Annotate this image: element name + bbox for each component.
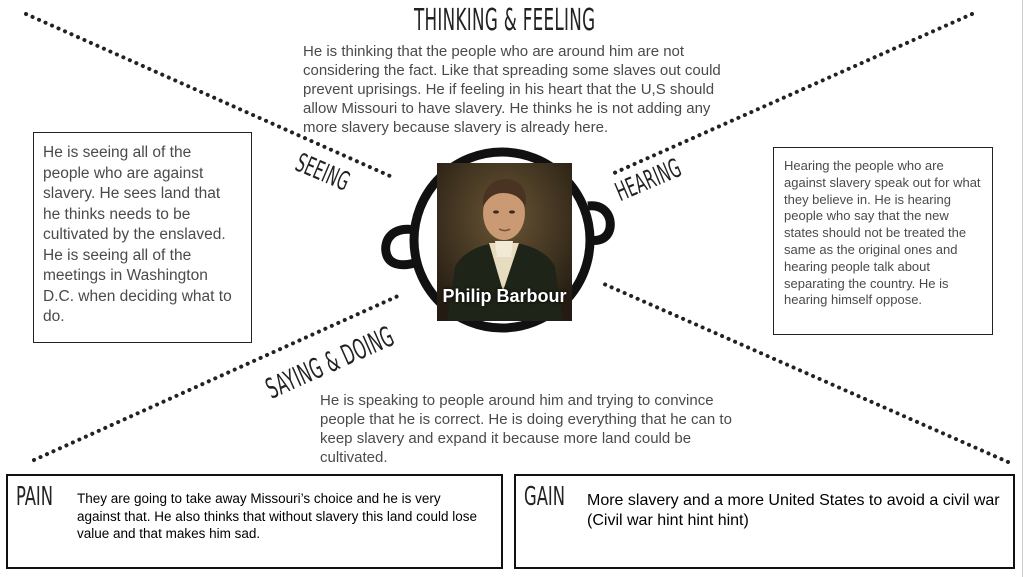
gain-text: More slavery and a more United States to avoid a civil war (Civil war hint hint hint): [587, 492, 1000, 529]
portrait-caption: Philip Barbour: [442, 286, 567, 306]
pain-box: [6, 474, 503, 569]
seeing-text: He is seeing all of the people who are against slavery. He sees land that he thinks needs to be cultivated by the enslaved. He is seeing all of the meetings in Washington D.C. when deciding what to do.: [43, 144, 232, 325]
gain-label: GAIN: [524, 482, 565, 512]
saying-doing-text: He is speaking to people around him and trying to convince people that he is correct. He is doing everything that he can to keep slavery and expand it because more land could be cultivated.: [320, 392, 732, 466]
pain-text: They are going to take away Missouri’s choice and he is very against that. He also thinks that without slavery this land could lose value and that makes him sad.: [77, 491, 477, 541]
gain-box: [514, 474, 1015, 569]
hearing-text: Hearing the people who are against slavery speak out for what they believe in. He is hearing people who say that the new states should not be treated the same as the original ones and hearing people talk about separating the country. He is hearing himself oppose.: [784, 158, 981, 308]
heading-saying-doing: SAYING & DOING: [260, 319, 400, 406]
heading-thinking-feeling: THINKING & FEELING: [414, 3, 596, 38]
philip-barbour-portrait: [437, 163, 572, 321]
thinking-feeling-text: He is thinking that the people who are around him are not considering the fact. Like that spreading some slaves out could prevent uprisings. He if feeling in his heart that the U,S should allow Missouri to have slavery. He thinks he is not adding any more slavery because slavery is already here.: [303, 43, 721, 136]
heading-hearing: HEARING: [611, 153, 687, 208]
hearing-box: [773, 147, 993, 335]
seeing-box: [33, 132, 252, 343]
heading-seeing: SEEING: [291, 148, 355, 198]
pain-label: PAIN: [16, 482, 53, 512]
